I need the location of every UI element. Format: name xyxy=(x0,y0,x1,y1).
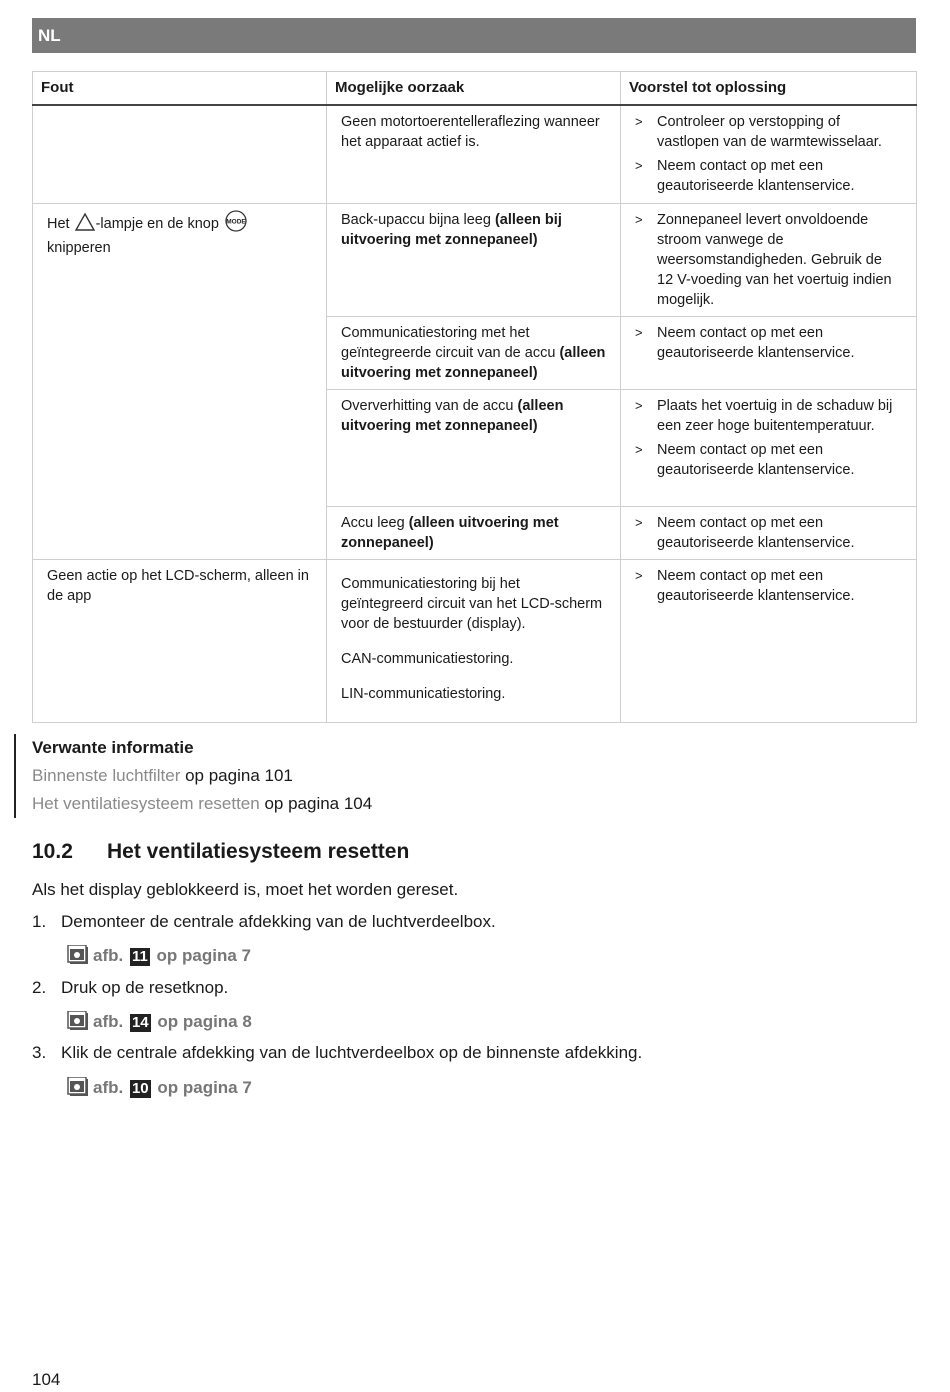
related-link[interactable]: Het ventilatiesysteem resetten xyxy=(32,794,260,813)
step-text: Demonteer de centrale afdekking van de luchtverdeelbox. xyxy=(61,912,496,931)
figure-reference[interactable] xyxy=(67,945,251,970)
solution-item xyxy=(635,112,902,152)
solution-cell xyxy=(621,559,917,722)
arrow-bullet: > xyxy=(635,441,643,457)
solution-text: Neem contact op met een geautoriseerde klantenservice. xyxy=(657,567,855,604)
figure-ref-suffix: op pagina 7 xyxy=(152,1078,252,1097)
arrow-bullet: > xyxy=(635,114,643,129)
language-bar xyxy=(32,18,916,53)
solution-cell xyxy=(621,203,917,316)
arrow-bullet: > xyxy=(635,158,643,173)
related-page-ref: op pagina 104 xyxy=(259,794,373,813)
fault-cell xyxy=(33,203,327,559)
solution-text: Zonnepaneel levert onvoldoende stroom vanwege de weersomstandigheden. Gebruik de 12 V-voeding van het voertuig indien mogelijk. xyxy=(657,211,892,308)
step-item xyxy=(32,912,496,932)
cause-text-bold: (alleen uitvoering met zonnepaneel) xyxy=(341,397,564,434)
figure-reference[interactable] xyxy=(67,1077,252,1102)
mode-icon-text: MODE xyxy=(226,218,246,225)
related-link[interactable]: Binnenste luchtfilter xyxy=(32,766,181,785)
cause-cell xyxy=(327,506,621,559)
section-number: 10.2 xyxy=(32,840,73,863)
related-item xyxy=(32,790,632,818)
arrow-bullet: > xyxy=(635,211,643,227)
col-header-cause: Mogelijke oorzaak xyxy=(327,72,621,106)
mode-button-icon xyxy=(223,210,249,238)
cause-text: Communicatiestoring bij het geïntegreerd circuit van het LCD-scherm voor de bestuurder (display). xyxy=(341,575,603,632)
figure-number: 10 xyxy=(131,1080,149,1097)
troubleshooting-table xyxy=(32,71,917,723)
figure-number: 11 xyxy=(131,948,148,965)
figure-ref-prefix: afb. xyxy=(93,1078,128,1097)
arrow-bullet: > xyxy=(635,397,643,413)
related-item xyxy=(32,762,632,790)
cause-cell xyxy=(327,105,621,203)
solution-item xyxy=(635,323,902,363)
camera-icon xyxy=(67,1011,89,1036)
cause-text: Communicatiestoring met het geïntegreerde circuit van de accu xyxy=(341,324,560,361)
cause-text: Accu leeg xyxy=(341,514,409,531)
figure-reference[interactable] xyxy=(67,1011,252,1036)
fault-text-mid: -lampje en de knop xyxy=(95,215,223,232)
figure-ref-prefix: afb. xyxy=(93,1012,128,1031)
camera-icon xyxy=(67,945,89,970)
cause-text: Oververhitting van de accu xyxy=(341,397,518,414)
section-intro: Als het display geblokkeerd is, moet het worden gereset. xyxy=(32,880,459,899)
solution-text: Plaats het voertuig in de schaduw bij een zeer hoge buitentemperatuur. xyxy=(657,397,893,434)
figure-ref-suffix: op pagina 8 xyxy=(152,1012,252,1031)
col-header-solution: Voorstel tot oplossing xyxy=(621,72,917,106)
related-heading: Verwante informatie xyxy=(32,738,194,757)
step-item xyxy=(32,1043,642,1063)
solution-text: Neem contact op met een geautoriseerde klantenservice. xyxy=(657,514,855,551)
table-row xyxy=(33,559,917,722)
arrow-bullet: > xyxy=(635,567,643,583)
table-header-row xyxy=(33,72,917,106)
fault-text-post: knipperen xyxy=(47,239,111,256)
col-header-fault: Fout xyxy=(33,72,327,106)
figure-ref-prefix: afb. xyxy=(93,946,128,965)
step-number: 2. xyxy=(32,978,47,997)
solution-cell xyxy=(621,316,917,389)
solution-item xyxy=(635,396,902,436)
solution-text: Neem contact op met een geautoriseerde klantenservice. xyxy=(657,441,855,478)
cause-cell xyxy=(327,203,621,316)
cause-cell xyxy=(327,316,621,389)
cause-text-bold: (alleen uitvoering met zonnepaneel) xyxy=(341,344,606,381)
camera-icon xyxy=(67,1077,89,1102)
table-row xyxy=(33,105,917,203)
solution-cell xyxy=(621,105,917,203)
cause-text: Geen motortoerentelleraflezing wanneer het apparaat actief is. xyxy=(341,114,600,150)
solution-text: Neem contact op met een geautoriseerde klantenservice. xyxy=(657,324,855,361)
step-number: 1. xyxy=(32,912,47,931)
fault-cell xyxy=(33,559,327,722)
solution-item xyxy=(635,440,902,480)
fault-text-pre: Het xyxy=(47,215,74,232)
solution-item xyxy=(635,566,902,606)
warning-triangle-icon xyxy=(74,212,96,238)
section-heading xyxy=(32,840,409,864)
related-page-ref: op pagina 101 xyxy=(180,766,293,785)
related-info xyxy=(14,734,632,818)
cause-cell xyxy=(327,389,621,506)
cause-text: LIN-communicatiestoring. xyxy=(341,685,506,702)
solution-text: Neem contact op met een geautoriseerde klantenservice. xyxy=(657,158,855,194)
table-row xyxy=(33,203,917,316)
solution-item xyxy=(635,513,902,553)
cause-text-bold: (alleen uitvoering met zonnepaneel) xyxy=(341,514,559,551)
solution-cell xyxy=(621,506,917,559)
arrow-bullet: > xyxy=(635,324,643,340)
solution-item xyxy=(635,210,902,310)
arrow-bullet: > xyxy=(635,514,643,530)
figure-number: 14 xyxy=(131,1014,149,1031)
step-number: 3. xyxy=(32,1043,47,1062)
fault-text: Geen actie op het LCD-scherm, alleen in de app xyxy=(47,567,309,604)
page-number: 104 xyxy=(32,1370,61,1389)
solution-cell xyxy=(621,389,917,506)
step-text: Druk op de resetknop. xyxy=(61,978,229,997)
solution-item xyxy=(635,156,902,196)
cause-text: CAN-communicatiestoring. xyxy=(341,650,514,667)
cause-text-bold: (alleen bij uitvoering met zonnepaneel) xyxy=(341,211,562,248)
step-item xyxy=(32,978,228,998)
section-title: Het ventilatiesysteem resetten xyxy=(107,840,410,863)
cause-cell xyxy=(327,559,621,722)
language-label: NL xyxy=(38,26,61,45)
solution-text: Controleer op verstopping of vastlopen van de warmtewisselaar. xyxy=(657,114,882,150)
fault-cell-empty xyxy=(33,105,327,203)
step-text: Klik de centrale afdekking van de luchtverdeelbox op de binnenste afdekking. xyxy=(61,1043,643,1062)
cause-text: Back-upaccu bijna leeg xyxy=(341,211,495,228)
figure-ref-suffix: op pagina 7 xyxy=(151,946,251,965)
